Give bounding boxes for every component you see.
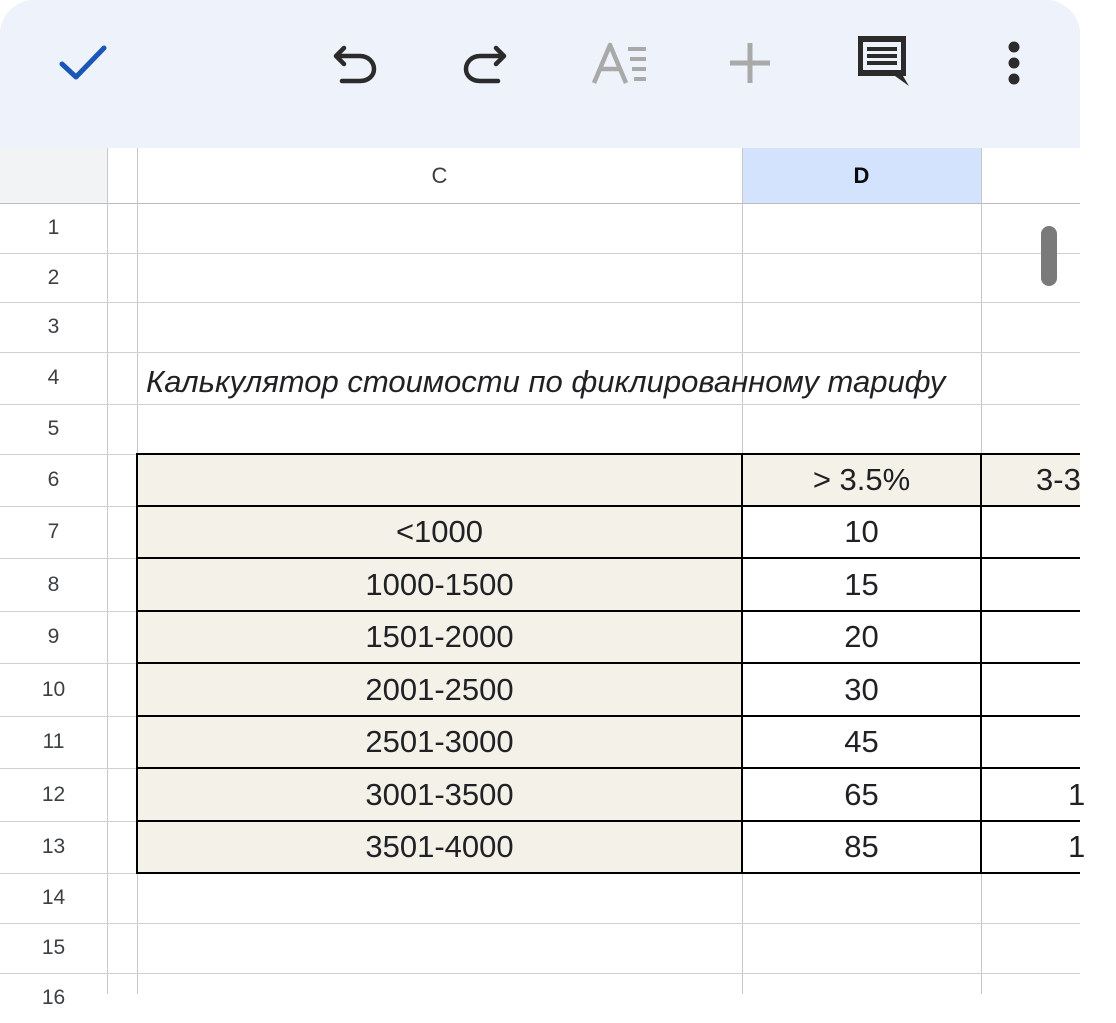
row-header[interactable]: 2 (47, 265, 60, 289)
row-header[interactable]: 11 (42, 730, 65, 753)
row-header[interactable]: 5 (47, 417, 60, 440)
header-cell-d6[interactable]: > 3.5% (812, 462, 911, 497)
plus-icon[interactable] (722, 35, 777, 90)
table-border (136, 820, 1080, 822)
spreadsheet-grid (0, 148, 1086, 1009)
text-format-icon[interactable] (585, 35, 655, 90)
range-cell[interactable]: 1501-2000 (365, 619, 514, 654)
sheet-title-cell[interactable]: Калькулятор стоимости по фиклированному тарифу (146, 364, 946, 399)
more-vert-icon[interactable] (994, 35, 1034, 90)
table-border (136, 872, 1080, 874)
value-cell-d[interactable]: 20 (844, 619, 879, 654)
row-header[interactable]: 8 (47, 572, 60, 596)
value-cell-d[interactable]: 10 (844, 514, 879, 549)
value-cell-e[interactable]: 1 (1068, 776, 1086, 812)
row-header[interactable]: 14 (41, 886, 66, 909)
redo-icon[interactable] (455, 35, 515, 90)
table-border (136, 453, 1080, 455)
table-border (136, 662, 1080, 664)
row-header[interactable]: 1 (47, 216, 60, 239)
table-border (136, 715, 1080, 717)
value-cell-d[interactable]: 45 (844, 724, 879, 759)
row-header[interactable]: 3 (47, 315, 60, 338)
header-cell-e6[interactable]: 3-3 (1036, 462, 1081, 497)
checkmark-icon[interactable] (52, 38, 114, 88)
toolbar (0, 0, 1080, 148)
value-cell-d[interactable]: 85 (844, 829, 879, 864)
range-cell[interactable]: <1000 (395, 514, 484, 549)
value-cell-d[interactable]: 30 (844, 671, 879, 707)
range-cell[interactable]: 3501-4000 (365, 829, 514, 864)
column-header-d[interactable]: D (742, 148, 981, 203)
table-border (136, 767, 1080, 769)
row-header[interactable]: 10 (41, 677, 66, 701)
row-header[interactable]: 13 (41, 835, 66, 858)
range-cell[interactable]: 1000-1500 (365, 566, 514, 602)
range-cell[interactable]: 2501-3000 (365, 724, 514, 759)
row-header[interactable]: 7 (47, 520, 60, 543)
value-cell-d[interactable]: 65 (844, 776, 879, 812)
range-cell[interactable]: 2001-2500 (365, 671, 514, 707)
comment-icon[interactable] (851, 30, 913, 92)
row-header[interactable]: 6 (47, 468, 60, 491)
undo-icon[interactable] (325, 35, 385, 90)
value-cell-e[interactable]: 1 (1068, 829, 1086, 864)
row-header[interactable]: 16 (41, 986, 66, 1009)
select-all-corner[interactable] (0, 148, 107, 203)
value-cell-d[interactable]: 15 (844, 566, 879, 602)
row-header[interactable]: 15 (41, 936, 66, 959)
row-header[interactable]: 12 (41, 782, 66, 806)
table-border (136, 505, 1080, 507)
table-border (136, 557, 1080, 559)
column-header-c[interactable]: C (431, 162, 448, 188)
range-cell[interactable]: 3001-3500 (365, 776, 514, 812)
row-header[interactable]: 9 (47, 625, 60, 648)
vertical-scrollbar[interactable] (1041, 226, 1057, 286)
table-border (136, 610, 1080, 612)
row-header[interactable]: 4 (47, 366, 60, 389)
